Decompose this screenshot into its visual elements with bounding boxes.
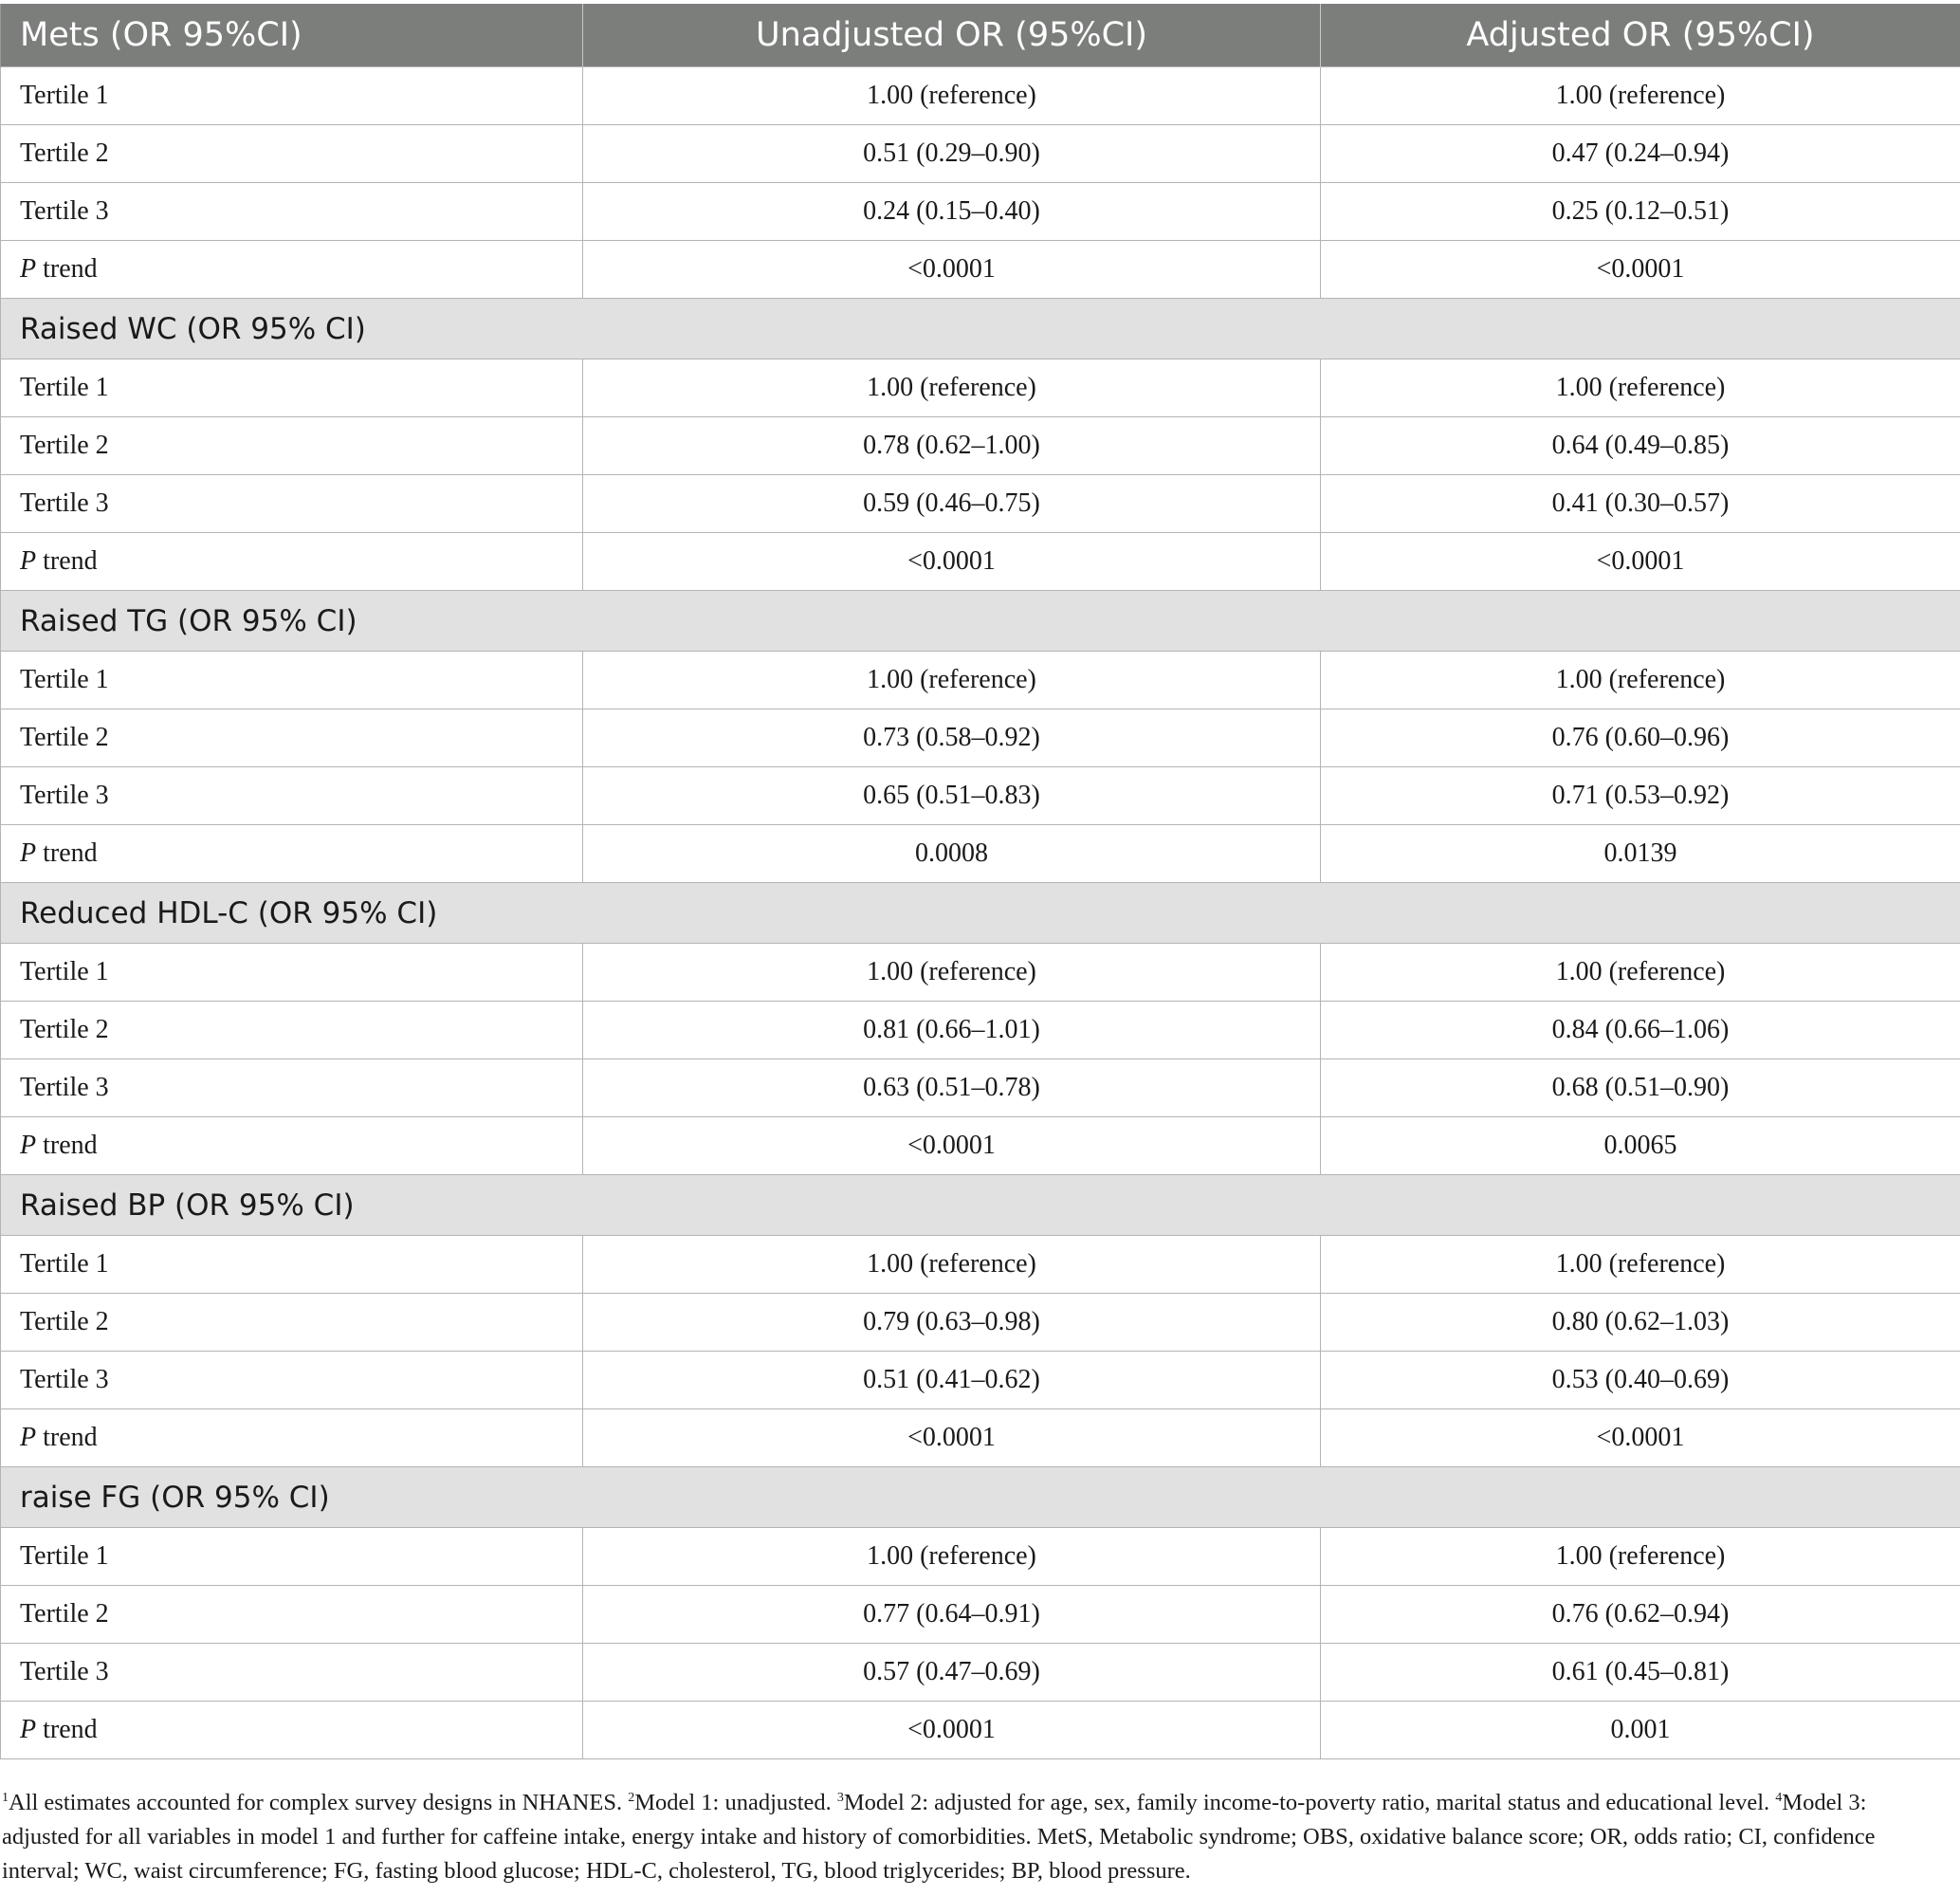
unadjusted-value: 1.00 (reference) <box>583 944 1321 1002</box>
table-row <box>1 1002 1960 1059</box>
unadjusted-value: <0.0001 <box>583 1409 1321 1467</box>
section-title: Raised TG (OR 95% CI) <box>1 591 1960 652</box>
header-outcome: Mets (OR 95%CI) <box>1 4 583 67</box>
footnote-marker: 1 <box>2 1791 9 1805</box>
adjusted-value: 0.001 <box>1321 1702 1960 1759</box>
unadjusted-value: 0.51 (0.29–0.90) <box>583 125 1321 183</box>
table-row <box>1 1117 1960 1175</box>
table-row <box>1 125 1960 183</box>
footnote-text: Model 3: adjusted for all variables in model 1 and further for caffeine intake, energy intake and history of comorbidities. MetS, Metabolic syndrome; OBS, oxidative balance score; OR, odds ratio; CI, confidence interval; WC, waist circumference; FG, fasting blood glucose; HDL-C, cholesterol, TG, blood triglycerides; BP, blood pressure. <box>2 1790 1876 1884</box>
p-italic: P <box>20 1131 37 1160</box>
unadjusted-value: 0.59 (0.46–0.75) <box>583 475 1321 533</box>
unadjusted-value: 1.00 (reference) <box>583 359 1321 417</box>
adjusted-value: 0.47 (0.24–0.94) <box>1321 125 1960 183</box>
adjusted-value: 1.00 (reference) <box>1321 1236 1960 1294</box>
row-label <box>1 241 583 299</box>
p-trend-text: trend <box>36 546 98 576</box>
row-label: Tertile 3 <box>1 767 583 825</box>
adjusted-value: 0.76 (0.60–0.96) <box>1321 709 1960 767</box>
table-row <box>1 1702 1960 1759</box>
p-trend-text: trend <box>36 254 98 284</box>
section-header-row <box>1 1467 1960 1528</box>
unadjusted-value: 0.51 (0.41–0.62) <box>583 1352 1321 1409</box>
row-label: Tertile 1 <box>1 1236 583 1294</box>
p-italic: P <box>20 838 37 868</box>
p-trend-text: trend <box>36 1715 98 1744</box>
row-label: Tertile 3 <box>1 1352 583 1409</box>
unadjusted-value: 1.00 (reference) <box>583 67 1321 125</box>
unadjusted-value: 0.78 (0.62–1.00) <box>583 417 1321 475</box>
footnote-text: Model 1: unadjusted. <box>634 1790 837 1815</box>
adjusted-value: 1.00 (reference) <box>1321 652 1960 709</box>
table-row <box>1 1352 1960 1409</box>
table-row <box>1 1059 1960 1117</box>
table-container <box>0 4 1960 1759</box>
table-row <box>1 1586 1960 1644</box>
adjusted-value: 0.25 (0.12–0.51) <box>1321 183 1960 241</box>
unadjusted-value: 0.24 (0.15–0.40) <box>583 183 1321 241</box>
table-row <box>1 1528 1960 1586</box>
row-label: Tertile 2 <box>1 125 583 183</box>
p-italic: P <box>20 1423 37 1452</box>
row-label: Tertile 2 <box>1 1586 583 1644</box>
row-label <box>1 825 583 883</box>
adjusted-value: 0.61 (0.45–0.81) <box>1321 1644 1960 1702</box>
table-row <box>1 944 1960 1002</box>
table-row <box>1 825 1960 883</box>
table-row <box>1 533 1960 591</box>
section-title: Raised WC (OR 95% CI) <box>1 299 1960 359</box>
p-italic: P <box>20 254 37 284</box>
row-label <box>1 1409 583 1467</box>
row-label: Tertile 2 <box>1 1294 583 1352</box>
adjusted-value: <0.0001 <box>1321 241 1960 299</box>
section-title: Reduced HDL-C (OR 95% CI) <box>1 883 1960 944</box>
table-row <box>1 241 1960 299</box>
row-label <box>1 1117 583 1175</box>
row-label: Tertile 3 <box>1 1059 583 1117</box>
row-label <box>1 533 583 591</box>
adjusted-value: 0.71 (0.53–0.92) <box>1321 767 1960 825</box>
unadjusted-value: 1.00 (reference) <box>583 1528 1321 1586</box>
table-row <box>1 183 1960 241</box>
section-title: raise FG (OR 95% CI) <box>1 1467 1960 1528</box>
section-header-row <box>1 591 1960 652</box>
unadjusted-value: 0.73 (0.58–0.92) <box>583 709 1321 767</box>
table-row <box>1 1409 1960 1467</box>
section-header-row <box>1 299 1960 359</box>
adjusted-value: 1.00 (reference) <box>1321 944 1960 1002</box>
adjusted-value: 0.53 (0.40–0.69) <box>1321 1352 1960 1409</box>
adjusted-value: 0.41 (0.30–0.57) <box>1321 475 1960 533</box>
p-trend-text: trend <box>36 1131 98 1160</box>
adjusted-value: <0.0001 <box>1321 1409 1960 1467</box>
unadjusted-value: 0.77 (0.64–0.91) <box>583 1586 1321 1644</box>
footnote-marker: 4 <box>1775 1791 1783 1805</box>
row-label: Tertile 2 <box>1 1002 583 1059</box>
adjusted-value: 0.68 (0.51–0.90) <box>1321 1059 1960 1117</box>
header-row <box>1 4 1960 67</box>
unadjusted-value: <0.0001 <box>583 533 1321 591</box>
adjusted-value: 0.0065 <box>1321 1117 1960 1175</box>
row-label: Tertile 1 <box>1 359 583 417</box>
table-body <box>1 67 1960 1759</box>
unadjusted-value: 0.63 (0.51–0.78) <box>583 1059 1321 1117</box>
header-unadjusted: Unadjusted OR (95%CI) <box>583 4 1321 67</box>
table-row <box>1 359 1960 417</box>
adjusted-value: 1.00 (reference) <box>1321 359 1960 417</box>
row-label: Tertile 3 <box>1 1644 583 1702</box>
p-italic: P <box>20 1715 37 1744</box>
footnote-text: Model 2: adjusted for age, sex, family income-to-poverty ratio, marital status and educational level. <box>843 1790 1776 1815</box>
adjusted-value: 0.84 (0.66–1.06) <box>1321 1002 1960 1059</box>
row-label: Tertile 1 <box>1 1528 583 1586</box>
table-header <box>1 4 1960 67</box>
table-row <box>1 1294 1960 1352</box>
adjusted-value: 0.76 (0.62–0.94) <box>1321 1586 1960 1644</box>
unadjusted-value: 1.00 (reference) <box>583 1236 1321 1294</box>
table-footnote <box>2 1786 1946 1888</box>
table-row <box>1 417 1960 475</box>
row-label: Tertile 3 <box>1 475 583 533</box>
section-header-row <box>1 1175 1960 1236</box>
row-label: Tertile 1 <box>1 652 583 709</box>
row-label: Tertile 1 <box>1 67 583 125</box>
unadjusted-value: <0.0001 <box>583 241 1321 299</box>
unadjusted-value: 0.65 (0.51–0.83) <box>583 767 1321 825</box>
row-label: Tertile 2 <box>1 709 583 767</box>
table-row <box>1 709 1960 767</box>
section-title: Raised BP (OR 95% CI) <box>1 1175 1960 1236</box>
table-row <box>1 767 1960 825</box>
unadjusted-value: 0.0008 <box>583 825 1321 883</box>
unadjusted-value: 0.81 (0.66–1.01) <box>583 1002 1321 1059</box>
adjusted-value: 0.0139 <box>1321 825 1960 883</box>
table-row <box>1 67 1960 125</box>
row-label: Tertile 1 <box>1 944 583 1002</box>
adjusted-value: 0.64 (0.49–0.85) <box>1321 417 1960 475</box>
table-row <box>1 1644 1960 1702</box>
footnote-marker: 3 <box>836 1791 844 1805</box>
adjusted-value: <0.0001 <box>1321 533 1960 591</box>
unadjusted-value: 0.57 (0.47–0.69) <box>583 1644 1321 1702</box>
unadjusted-value: 1.00 (reference) <box>583 652 1321 709</box>
table-row <box>1 652 1960 709</box>
row-label: Tertile 2 <box>1 417 583 475</box>
table-row <box>1 1236 1960 1294</box>
p-italic: P <box>20 546 37 576</box>
footnote-text: All estimates accounted for complex survey designs in NHANES. <box>9 1790 629 1815</box>
p-trend-text: trend <box>36 838 98 868</box>
adjusted-value: 1.00 (reference) <box>1321 67 1960 125</box>
p-trend-text: trend <box>36 1423 98 1452</box>
table-row <box>1 475 1960 533</box>
footnote-marker: 2 <box>628 1791 635 1805</box>
adjusted-value: 0.80 (0.62–1.03) <box>1321 1294 1960 1352</box>
adjusted-value: 1.00 (reference) <box>1321 1528 1960 1586</box>
header-adjusted: Adjusted OR (95%CI) <box>1321 4 1960 67</box>
row-label: Tertile 3 <box>1 183 583 241</box>
unadjusted-value: <0.0001 <box>583 1117 1321 1175</box>
unadjusted-value: <0.0001 <box>583 1702 1321 1759</box>
odds-ratio-table <box>0 4 1960 1759</box>
row-label <box>1 1702 583 1759</box>
section-header-row <box>1 883 1960 944</box>
unadjusted-value: 0.79 (0.63–0.98) <box>583 1294 1321 1352</box>
